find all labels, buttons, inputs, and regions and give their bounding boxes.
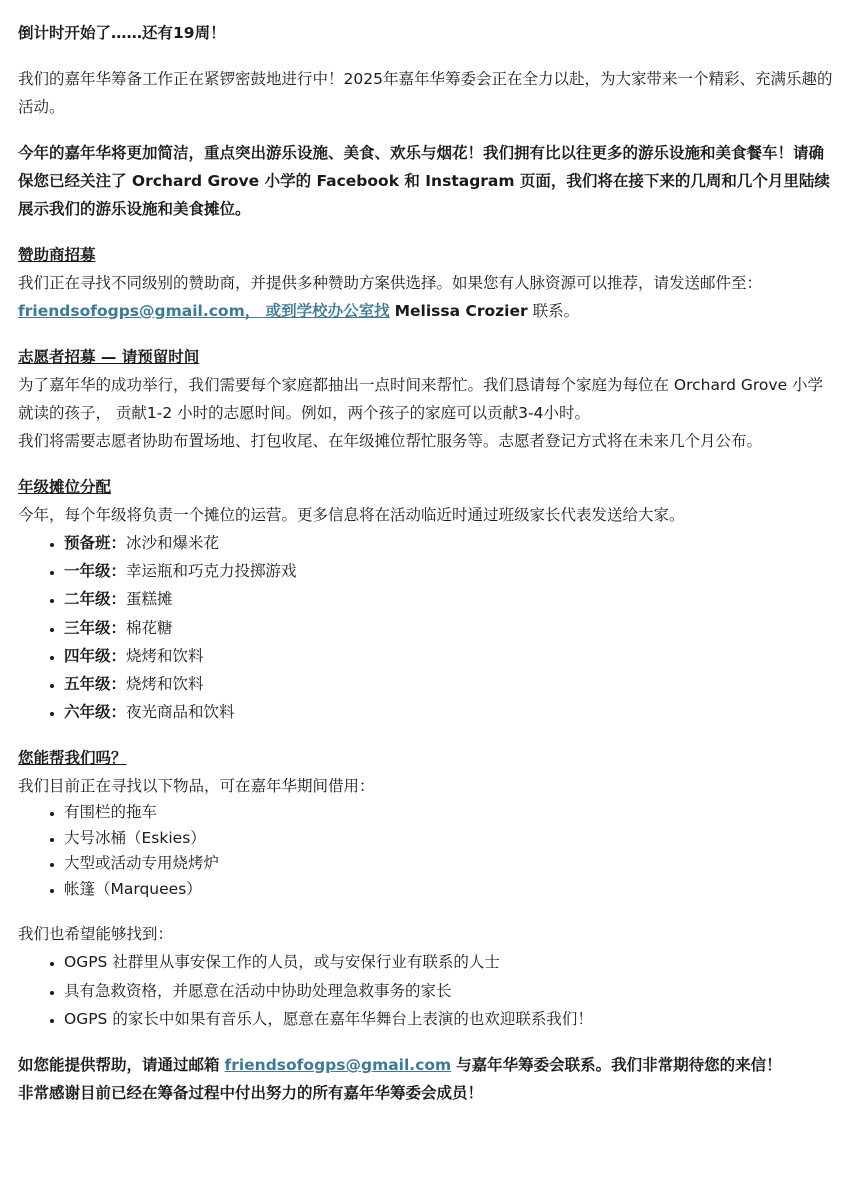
list-item: • 五年级：烧烤和饮料 xyxy=(64,670,833,698)
contact-suffix: 联系。 xyxy=(532,302,580,320)
list-item: • 帐篷（Marquees） xyxy=(64,877,833,903)
sponsor-text: 我们正在寻找不同级别的赞助商，并提供多种赞助方案供选择。如果您有人脉资源可以推荐，请发送邮件至： xyxy=(18,274,763,292)
items-list xyxy=(18,800,833,902)
stalls-list xyxy=(18,529,833,726)
list-item: • 六年级：夜光商品和饮料 xyxy=(64,698,833,726)
list-item: • 一年级：幸运瓶和巧克力投掷游戏 xyxy=(64,557,833,585)
sponsor-email-link[interactable]: friendsofogps@gmail.com， 或到学校办公室找 xyxy=(18,302,390,320)
closing-email-link[interactable]: friendsofogps@gmail.com xyxy=(224,1056,452,1075)
help-heading: 您能帮我们吗？ xyxy=(18,749,127,768)
highlight-paragraph: 今年的嘉年华将更加简洁，重点突出游乐设施、美食、欢乐与烟花！我们拥有比以往更多的游乐设施和美食餐车！请确保您已经关注了 Orchard Grove 小学的 Facebook 和 Instagram 页面，我们将在接下来的几周和几个月里陆续展示我们的游乐设施和美食摊位。 xyxy=(18,144,830,218)
list-item: • 四年级：烧烤和饮料 xyxy=(64,642,833,670)
countdown-heading: 倒计时开始了……还有19周！ xyxy=(18,24,226,42)
newsletter-page xyxy=(18,19,833,1107)
stalls-intro: 今年，每个年级将负责一个摊位的运营。更多信息将在活动临近时通过班级家长代表发送给大家。 xyxy=(18,506,685,524)
list-item: • 大型或活动专用烧烤炉 xyxy=(64,851,833,877)
volunteer-paragraph-2: 我们将需要志愿者协助布置场地、打包收尾、在年级摊位帮忙服务等。志愿者登记方式将在未来几个月公布。 xyxy=(18,432,763,450)
volunteer-heading: 志愿者招募 — 请预留时间 xyxy=(18,348,200,366)
thanks-line: 非常感谢目前已经在筹备过程中付出努力的所有嘉年华筹委会成员！ xyxy=(18,1084,484,1103)
contact-name: Melissa Crozier xyxy=(394,302,528,320)
sponsor-heading: 赞助商招募 xyxy=(18,246,96,264)
list-item: • 三年级：棉花糖 xyxy=(64,614,833,642)
closing-paragraph xyxy=(18,1051,833,1079)
stalls-heading: 年级摊位分配 xyxy=(18,478,112,496)
list-item: • OGPS 的家长中如果有音乐人，愿意在嘉年华舞台上表演的也欢迎联系我们！ xyxy=(64,1005,833,1033)
sponsor-paragraph xyxy=(18,269,833,325)
list-item: • 有围栏的拖车 xyxy=(64,800,833,826)
list-item: • 大号冰桶（Eskies） xyxy=(64,826,833,852)
closing-prefix: 如您能提供帮助，请通过邮箱 xyxy=(18,1056,220,1075)
list-item: • 具有急救资格，并愿意在活动中协助处理急救事务的家长 xyxy=(64,977,833,1005)
volunteer-paragraph-1: 为了嘉年华的成功举行，我们需要每个家庭都抽出一点时间来帮忙。我们恳请每个家庭为每位在 Orchard Grove 小学就读的孩子， 贡献1-2 小时的志愿时间。例如，两个孩子的家庭可以贡献3-4小时。 xyxy=(18,376,824,422)
closing-suffix: 与嘉年华筹委会联系。我们非常期待您的来信！ xyxy=(456,1056,782,1075)
list-item: • 二年级：蛋糕摊 xyxy=(64,585,833,613)
people-intro: 我们也希望能够找到： xyxy=(18,925,174,944)
list-item: • OGPS 社群里从事安保工作的人员，或与安保行业有联系的人士 xyxy=(64,948,833,976)
list-item: • 预备班：冰沙和爆米花 xyxy=(64,529,833,557)
people-list xyxy=(18,948,833,1033)
intro-paragraph: 我们的嘉年华筹备工作正在紧锣密鼓地进行中！2025年嘉年华筹委会正在全力以赴，为大家带来一个精彩、充满乐趣的活动。 xyxy=(18,70,833,116)
help-intro: 我们目前正在寻找以下物品，可在嘉年华期间借用： xyxy=(18,777,375,796)
